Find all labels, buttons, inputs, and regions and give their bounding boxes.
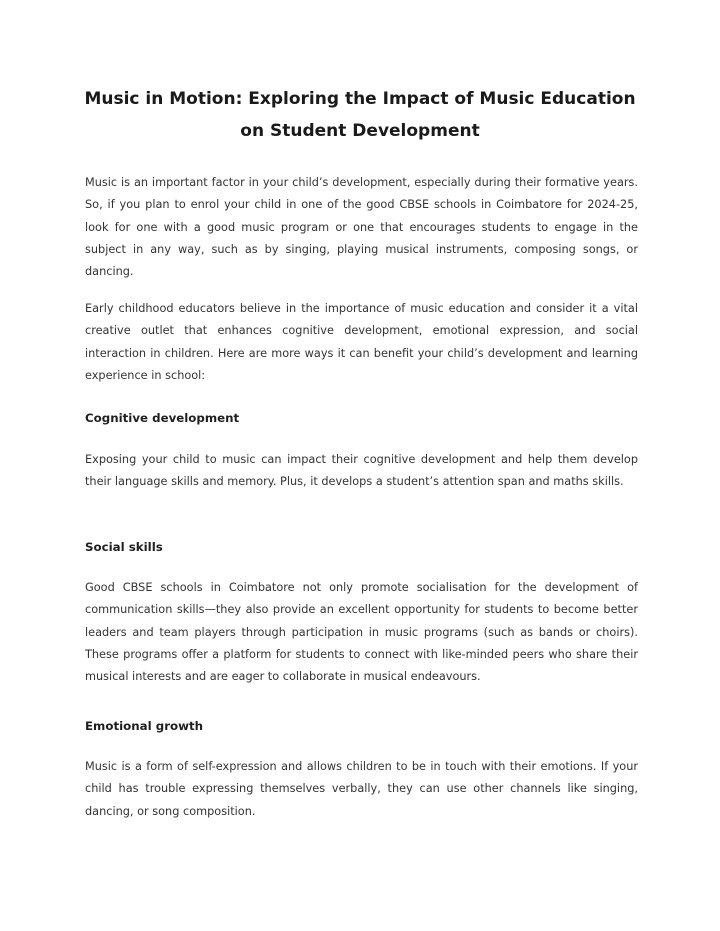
document-title-line-1: Music in Motion: Exploring the Impact of Music Education (84, 89, 636, 109)
document-title-line-2: on Student Development (240, 121, 480, 141)
intro-paragraph-1: Music is an important factor in your child’s development, especially during their formative years. So, if you plan to enrol your child in one of the good CBSE schools in Coimbatore for 2024-25, look for one with a good music program or one that encourages students to engage in the subject in any way, such as by singing, playing musical instruments, composing songs, or dancing. (85, 176, 638, 279)
intro-paragraph-2: Early childhood educators believe in the importance of music education and consider it a vital creative outlet that enhances cognitive development, emotional expression, and social interaction in children. Here are more ways it can benefit your child’s development and learning experience in school: (85, 302, 638, 382)
section-body-emotional: Music is a form of self-expression and allows children to be in touch with their emotions. If your child has trouble expressing themselves verbally, they can use other channels like singing, dancing, or song composition. (85, 760, 638, 818)
section-heading-social: Social skills (85, 540, 163, 554)
section-heading-emotional: Emotional growth (85, 719, 204, 733)
section-heading-cognitive: Cognitive development (85, 411, 240, 425)
section-body-social: Good CBSE schools in Coimbatore not only promote socialisation for the development of communication skills—they also provide an excellent opportunity for students to become better leaders and team players through participation in music programs (such as bands or choirs). These programs offer a platform for students to connect with like-minded peers who share their musical interests and are eager to collaborate in musical endeavours. (85, 581, 638, 684)
document-title (60, 83, 660, 147)
section-body-cognitive: Exposing your child to music can impact their cognitive development and help them develop their language skills and memory. Plus, it develops a student’s attention span and maths skills. (85, 453, 638, 489)
